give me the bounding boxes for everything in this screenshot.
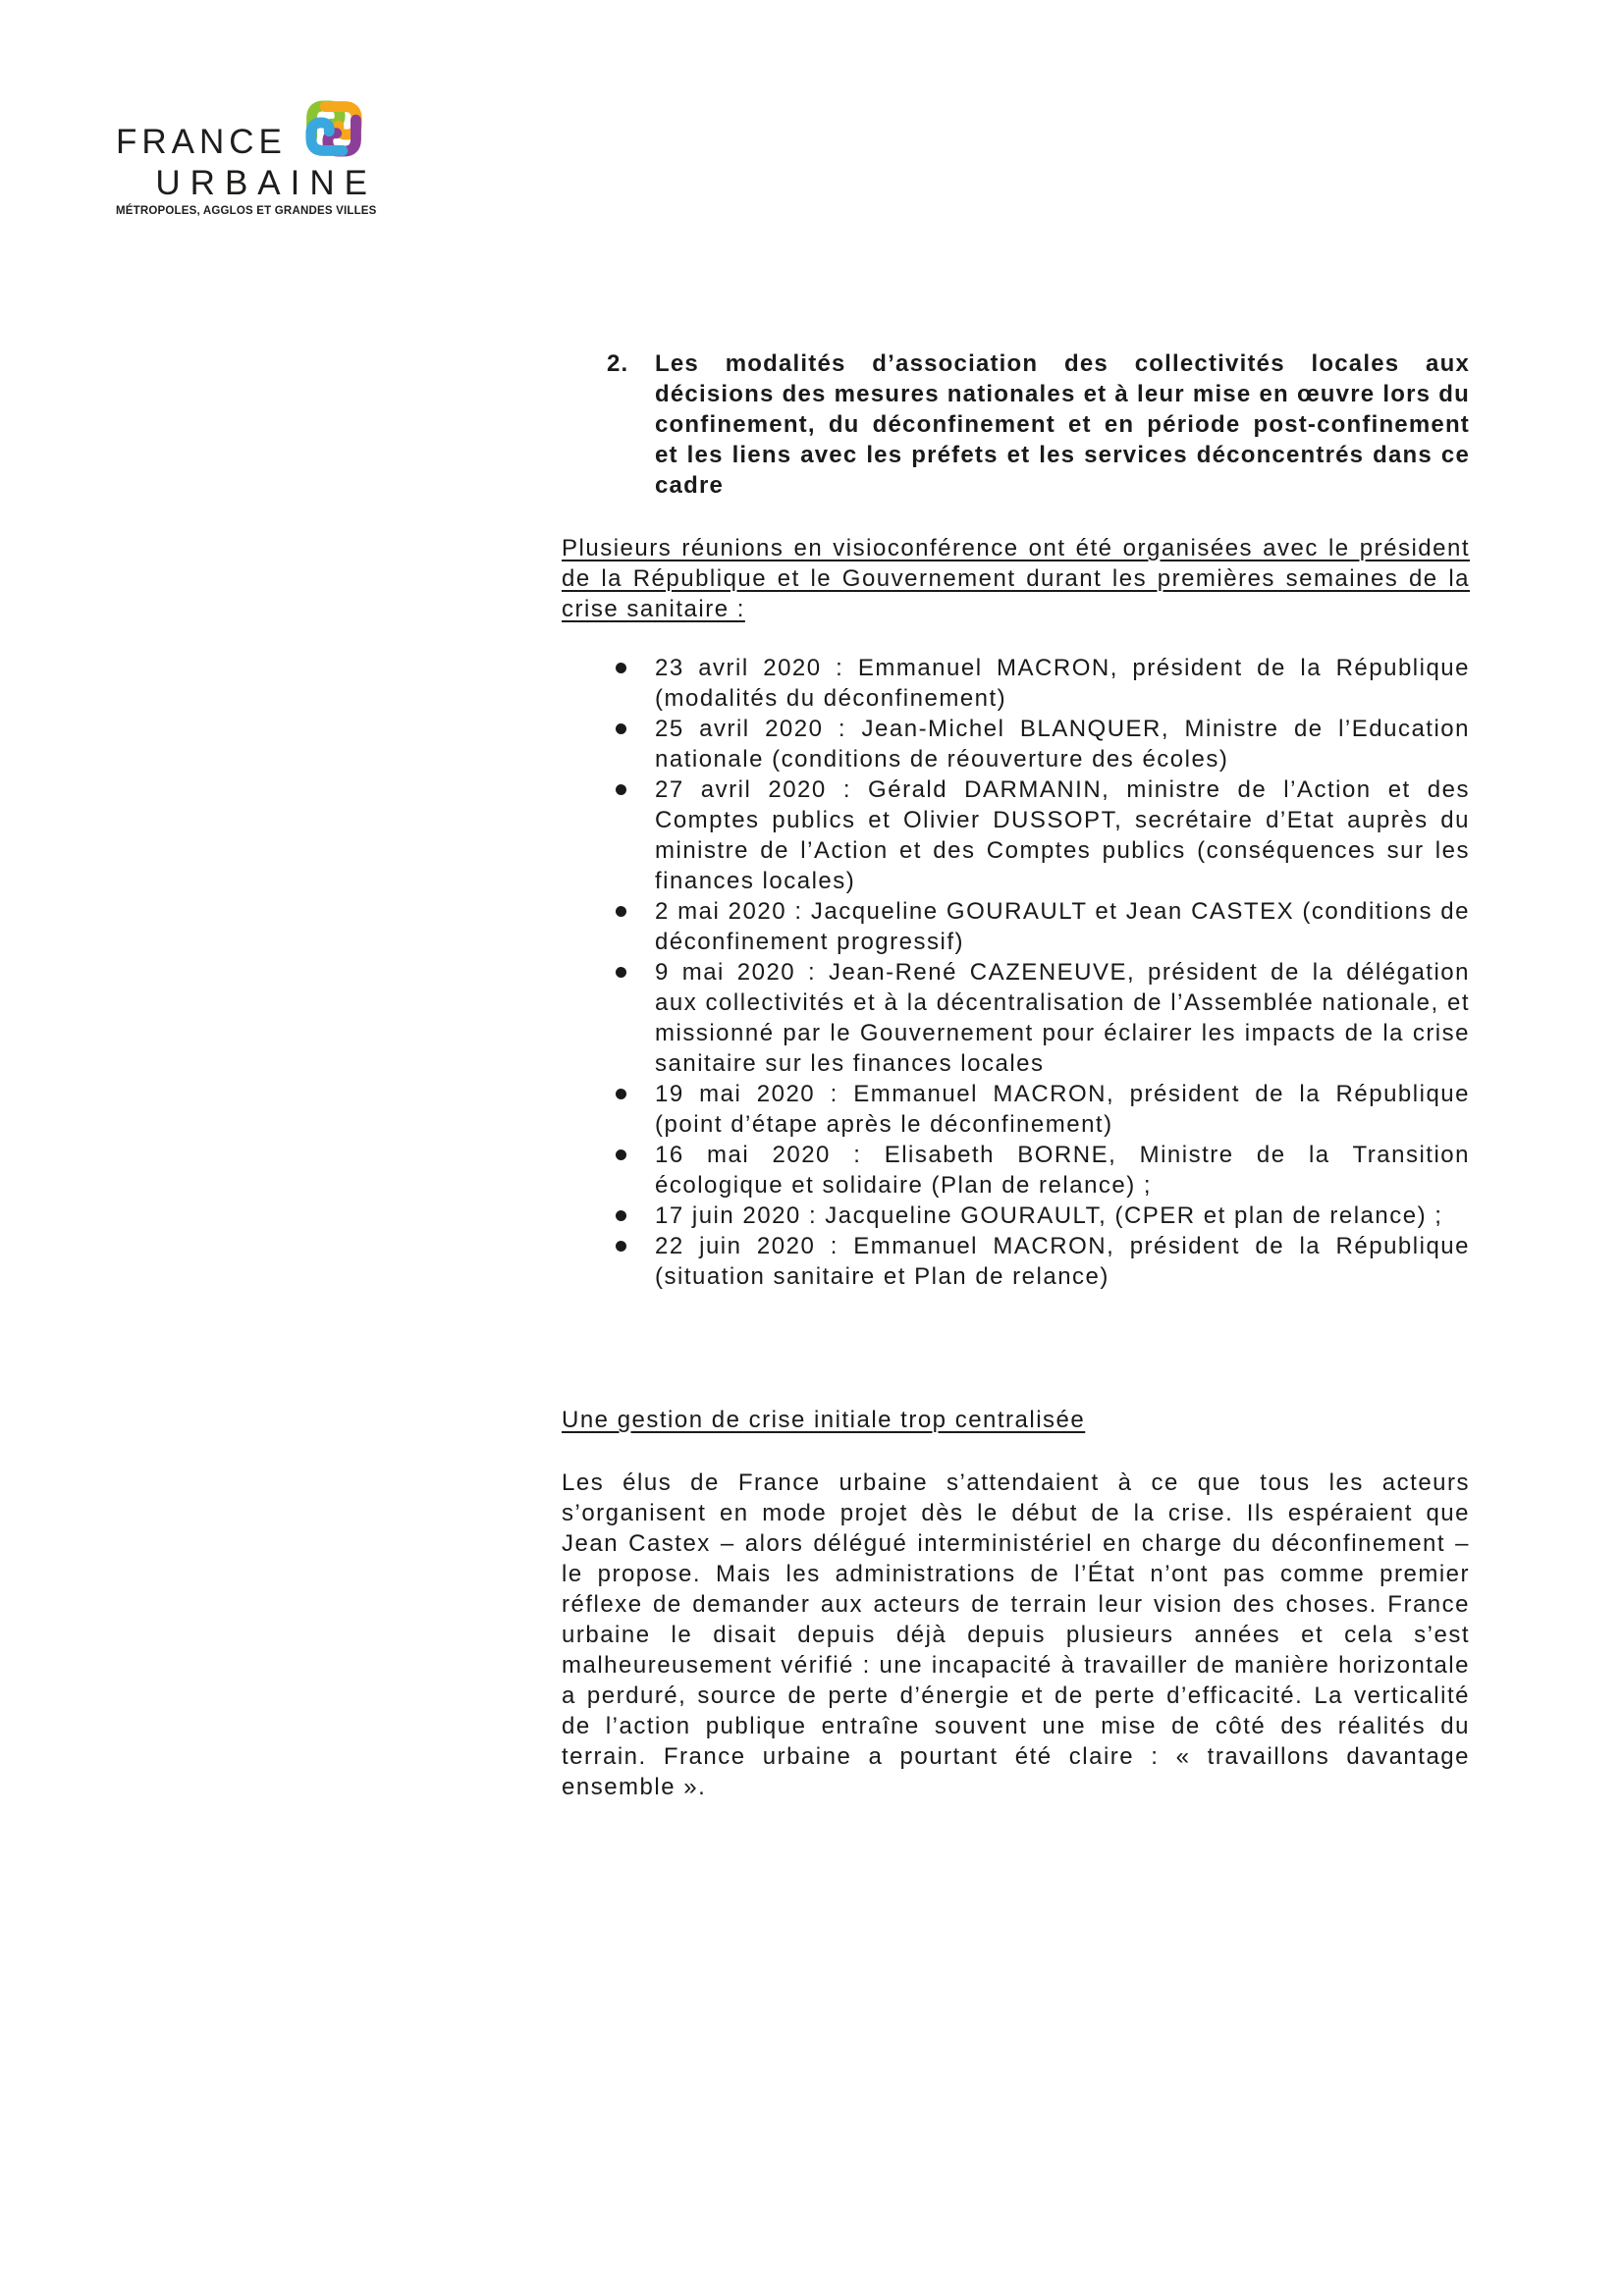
- meeting-item: [562, 1079, 1470, 1140]
- meeting-item: [562, 957, 1470, 1079]
- body-paragraph: Les élus de France urbaine s’attendaient à ce que tous les acteurs s’organisent en mode projet dès le début de la crise. Ils espéraient que Jean Castex – alors délégué interministériel en charge du déconfinement – le propose. Mais les administrations de l’État n’ont pas comme premier réflexe de demander aux acteurs de terrain leur vision des choses. France urbaine le disait depuis déjà depuis plusieurs années et cela s’est malheureusement vérifié : une incapacité à travailler de manière horizontale a perduré, source de perte d’énergie et de perte d’efficacité. La verticalité de l’action publique entraîne souvent une mise de côté des réalités du terrain. France urbaine a pourtant été claire : « travaillons davantage ensemble ».: [562, 1469, 1470, 1800]
- meeting-item: [562, 653, 1470, 714]
- section-heading: [562, 348, 1470, 501]
- meeting-text: 17 juin 2020 : Jacqueline GOURAULT, (CPER et plan de relance) ;: [655, 1202, 1443, 1229]
- logo-brand-line1: FRANCE: [116, 123, 287, 161]
- section-title: Les modalités d’association des collectivités locales aux décisions des mesures nationales et à leur mise en œuvre lors du confinement, du déconfinement et en période post-confinement et les liens avec les préfets et les services déconcentrés dans ce cadre: [655, 350, 1470, 499]
- bullet-icon: [616, 1089, 626, 1099]
- bullet-icon: [616, 967, 626, 978]
- meeting-text: 23 avril 2020 : Emmanuel MACRON, président de la République (modalités du déconfinement): [655, 655, 1470, 712]
- meeting-item: [562, 1140, 1470, 1201]
- meeting-text: 2 mai 2020 : Jacqueline GOURAULT et Jean CASTEX (conditions de déconfinement progressif): [655, 898, 1470, 955]
- france-urbaine-logo: [116, 94, 377, 217]
- interlocking-knot-icon: [300, 94, 367, 163]
- bullet-icon: [616, 1241, 626, 1252]
- bullet-icon: [616, 663, 626, 673]
- meeting-text: 9 mai 2020 : Jean-René CAZENEUVE, président de la délégation aux collectivités et à la décentralisation de l’Assemblée nationale, et missionné par le Gouvernement pour éclairer les impacts de la crise sanitaire sur les finances locales: [655, 959, 1470, 1077]
- meeting-item: [562, 1201, 1470, 1231]
- meetings-list: [562, 653, 1470, 1292]
- bullet-icon: [616, 723, 626, 734]
- meeting-text: 25 avril 2020 : Jean-Michel BLANQUER, Ministre de l’Education nationale (conditions de réouverture des écoles): [655, 716, 1470, 773]
- subheading: Une gestion de crise initiale trop centralisée: [562, 1407, 1086, 1433]
- intro-paragraph: Plusieurs réunions en visioconférence ont été organisées avec le président de la République et le Gouvernement durant les premières semaines de la crise sanitaire :: [562, 535, 1470, 622]
- bullet-icon: [616, 1149, 626, 1160]
- meeting-text: 22 juin 2020 : Emmanuel MACRON, président de la République (situation sanitaire et Plan de relance): [655, 1233, 1470, 1290]
- logo-brand-line2: URBAINE: [155, 164, 377, 202]
- bullet-icon: [616, 906, 626, 917]
- meeting-item: [562, 774, 1470, 896]
- section-number: 2.: [607, 350, 629, 377]
- logo-top-row: [116, 94, 367, 163]
- logo-tagline: MÉTROPOLES, AGGLOS ET GRANDES VILLES: [116, 205, 377, 217]
- meeting-item: [562, 714, 1470, 774]
- bullet-icon: [616, 784, 626, 795]
- meeting-text: 16 mai 2020 : Elisabeth BORNE, Ministre de la Transition écologique et solidaire (Plan de relance) ;: [655, 1142, 1470, 1199]
- meeting-text: 19 mai 2020 : Emmanuel MACRON, président de la République (point d’étape après le déconfinement): [655, 1081, 1470, 1138]
- meeting-item: [562, 1231, 1470, 1292]
- meeting-item: [562, 896, 1470, 957]
- bullet-icon: [616, 1210, 626, 1221]
- meeting-text: 27 avril 2020 : Gérald DARMANIN, ministre de l’Action et des Comptes publics et Olivier DUSSOPT, secrétaire d’Etat auprès du ministre de l’Action et des Comptes publics (conséquences sur les finances locales): [655, 776, 1470, 894]
